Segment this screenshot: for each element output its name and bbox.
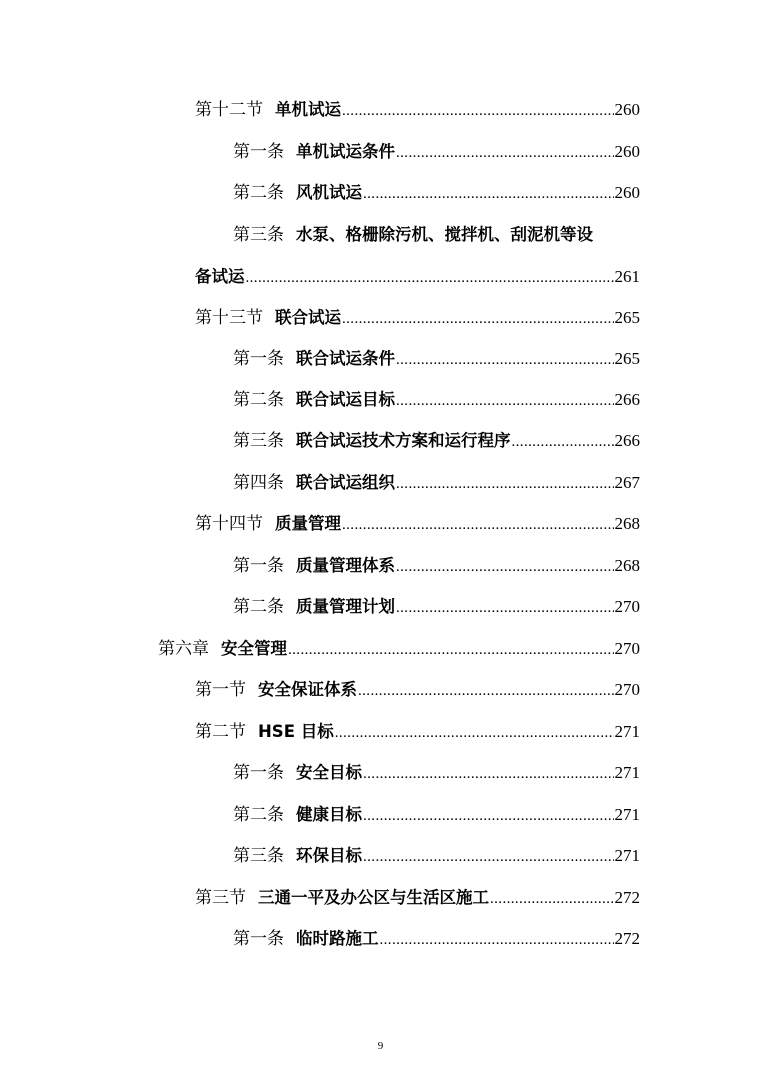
toc-entry-line2[interactable] xyxy=(195,266,640,289)
entry-title: 质量管理计划 xyxy=(296,597,395,616)
leader-dots xyxy=(363,763,614,785)
article-number: 第一条 xyxy=(233,556,284,576)
leader-dots xyxy=(396,473,614,495)
page-number: 265 xyxy=(614,308,640,327)
toc-entry[interactable] xyxy=(195,513,640,536)
toc-entry[interactable] xyxy=(195,721,640,744)
page-number: 260 xyxy=(614,142,640,161)
leader-dots xyxy=(396,349,614,371)
toc-entry[interactable] xyxy=(233,141,640,164)
article-number: 第一条 xyxy=(233,349,284,369)
entry-title: 临时路施工 xyxy=(296,929,379,948)
leader-dots xyxy=(358,680,614,702)
page-number: 260 xyxy=(614,183,640,202)
leader-dots xyxy=(490,888,614,910)
leader-dots xyxy=(380,929,614,951)
toc-entry[interactable] xyxy=(233,555,640,578)
page-number: 261 xyxy=(614,267,640,286)
leader-dots xyxy=(396,390,614,412)
leader-dots xyxy=(363,805,614,827)
section-number: 第十二节 xyxy=(195,100,263,120)
article-number: 第一条 xyxy=(233,763,284,783)
toc-entry[interactable] xyxy=(233,430,640,453)
toc-entry[interactable] xyxy=(195,307,640,330)
section-number: 第三节 xyxy=(195,888,246,908)
entry-title: 安全管理 xyxy=(221,639,287,658)
leader-dots xyxy=(396,142,614,164)
entry-title: 联合试运 xyxy=(275,308,341,327)
leader-dots xyxy=(342,514,614,536)
article-number: 第二条 xyxy=(233,390,284,410)
toc-entry[interactable] xyxy=(233,762,640,785)
entry-title: 安全保证体系 xyxy=(258,680,357,699)
entry-title: 联合试运目标 xyxy=(296,390,395,409)
toc-entry-line1[interactable] xyxy=(233,224,640,246)
toc-entry[interactable] xyxy=(233,472,640,495)
entry-title: 风机试运 xyxy=(296,183,362,202)
toc-entry[interactable] xyxy=(195,99,640,122)
page-number: 270 xyxy=(614,680,640,699)
article-number: 第三条 xyxy=(233,225,284,245)
article-number: 第三条 xyxy=(233,846,284,866)
leader-dots xyxy=(512,431,614,453)
article-number: 第三条 xyxy=(233,431,284,451)
article-number: 第一条 xyxy=(233,142,284,162)
article-number: 第二条 xyxy=(233,805,284,825)
section-number: 第十四节 xyxy=(195,514,263,534)
toc-entry-chapter[interactable] xyxy=(158,638,640,661)
entry-title: 三通一平及办公区与生活区施工 xyxy=(258,888,489,907)
page-number: 265 xyxy=(614,349,640,368)
article-number: 第二条 xyxy=(233,597,284,617)
entry-title: HSE 目标 xyxy=(258,722,334,741)
toc-entry[interactable] xyxy=(233,804,640,827)
toc-entry[interactable] xyxy=(233,928,640,951)
entry-title: 健康目标 xyxy=(296,805,362,824)
toc-entry[interactable] xyxy=(233,389,640,412)
entry-title: 质量管理 xyxy=(275,514,341,533)
leader-dots xyxy=(363,846,614,868)
page-number: 266 xyxy=(614,431,640,450)
toc-entry[interactable] xyxy=(233,182,640,205)
entry-title-continued: 备试运 xyxy=(195,267,245,286)
leader-dots xyxy=(335,722,614,744)
toc-entry[interactable] xyxy=(233,348,640,371)
toc-entry[interactable] xyxy=(195,679,640,702)
section-number: 第一节 xyxy=(195,680,246,700)
page-number: 271 xyxy=(614,763,640,782)
entry-title: 单机试运条件 xyxy=(296,142,395,161)
entry-title: 单机试运 xyxy=(275,100,341,119)
page-number: 271 xyxy=(614,805,640,824)
page-number: 270 xyxy=(614,597,640,616)
leader-dots xyxy=(396,556,614,578)
toc-entry[interactable] xyxy=(233,845,640,868)
page-number: 266 xyxy=(614,390,640,409)
page-number: 267 xyxy=(614,473,640,492)
entry-title: 水泵、格栅除污机、搅拌机、刮泥机等设 xyxy=(296,225,593,244)
toc-entry[interactable] xyxy=(195,887,640,910)
leader-dots xyxy=(342,100,614,122)
article-number: 第二条 xyxy=(233,183,284,203)
section-number: 第十三节 xyxy=(195,308,263,328)
entry-title: 联合试运技术方案和运行程序 xyxy=(296,431,511,450)
leader-dots xyxy=(396,597,614,619)
page-number: 272 xyxy=(614,929,640,948)
entry-title: 环保目标 xyxy=(296,846,362,865)
section-number: 第二节 xyxy=(195,722,246,742)
page-number: 270 xyxy=(614,639,640,658)
entry-title: 质量管理体系 xyxy=(296,556,395,575)
article-number: 第一条 xyxy=(233,929,284,949)
page-number: 268 xyxy=(614,556,640,575)
entry-title: 联合试运条件 xyxy=(296,349,395,368)
page-number: 271 xyxy=(614,846,640,865)
page-number: 260 xyxy=(614,100,640,119)
entry-title: 联合试运组织 xyxy=(296,473,395,492)
toc-entry[interactable] xyxy=(233,596,640,619)
article-number: 第四条 xyxy=(233,473,284,493)
page-number: 268 xyxy=(614,514,640,533)
page-number: 272 xyxy=(614,888,640,907)
leader-dots xyxy=(288,639,614,661)
page-number: 271 xyxy=(614,722,640,741)
leader-dots xyxy=(246,267,614,289)
leader-dots xyxy=(342,308,614,330)
footer-page-number: 9 xyxy=(377,1040,384,1052)
leader-dots xyxy=(363,183,614,205)
chapter-number: 第六章 xyxy=(158,639,209,659)
entry-title: 安全目标 xyxy=(296,763,362,782)
